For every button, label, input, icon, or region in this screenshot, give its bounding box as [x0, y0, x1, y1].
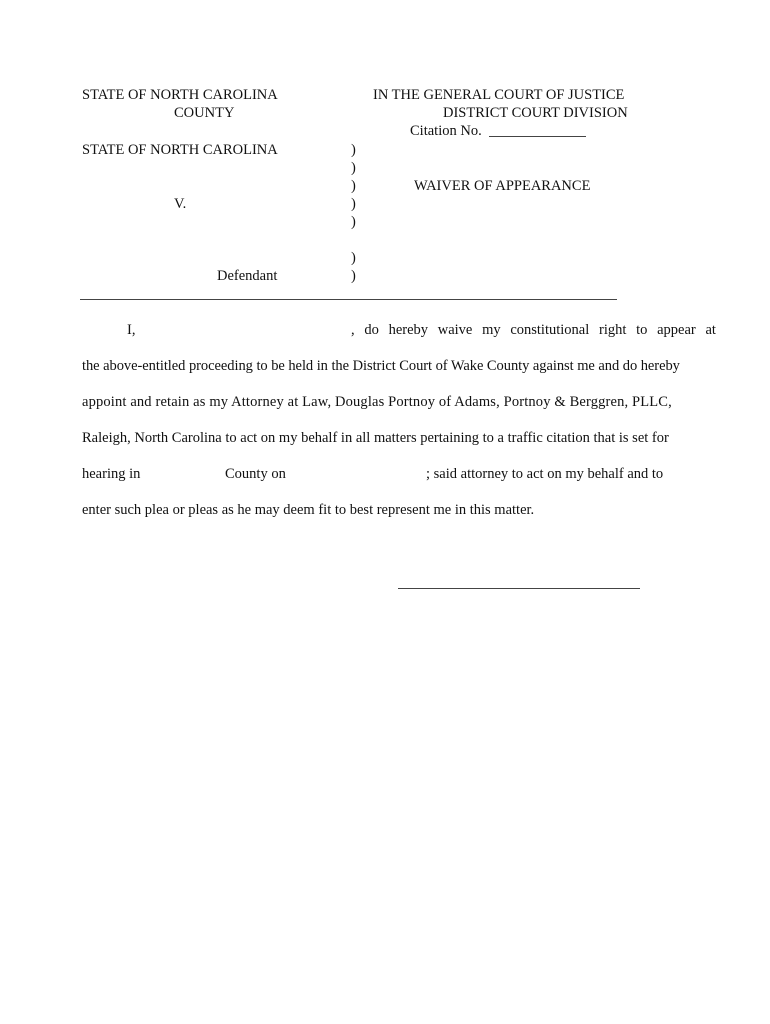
document-title: WAIVER OF APPEARANCE: [414, 178, 591, 194]
hearing-in-label: hearing in: [82, 466, 141, 482]
word: do: [364, 322, 379, 338]
caption-paren: ): [351, 160, 356, 176]
citation-number-field[interactable]: [489, 136, 586, 137]
county-label: COUNTY: [174, 105, 235, 121]
word: hereby: [388, 322, 429, 338]
body-line-6: enter such plea or pleas as he may deem fit to best represent me in this matter.: [82, 502, 535, 518]
caption-divider: [80, 299, 617, 300]
body-line-5-rest: ; said attorney to act on my behalf and to: [426, 466, 664, 482]
state-header: STATE OF NORTH CAROLINA: [82, 87, 278, 103]
citation-number-label: Citation No.: [410, 123, 482, 139]
body-line-1-start: I,: [127, 322, 136, 338]
word: waive: [437, 322, 473, 338]
word: appear: [657, 322, 696, 338]
word: constitutional: [510, 322, 590, 338]
word: ,: [351, 322, 355, 338]
word: my: [482, 322, 501, 338]
court-name: IN THE GENERAL COURT OF JUSTICE: [373, 87, 625, 103]
hearing-date-field[interactable]: [292, 465, 422, 483]
body-line-2: the above-entitled proceeding to be held in the District Court of Wake County against me and do hereby: [82, 358, 680, 374]
body-line-4: Raleigh, North Carolina to act on my behalf in all matters pertaining to a traffic citation that is set for: [82, 430, 669, 446]
caption-paren: ): [351, 214, 356, 230]
caption-paren: ): [351, 142, 356, 158]
body-line-3: appoint and retain as my Attorney at Law, Douglas Portnoy of Adams, Portnoy & Berggren, PLLC,: [82, 394, 672, 410]
versus-label: V.: [174, 196, 187, 212]
hearing-county-field[interactable]: [146, 465, 220, 483]
caption-paren: ): [351, 268, 356, 284]
name-field[interactable]: [142, 321, 346, 339]
caption-paren: ): [351, 178, 356, 194]
county-on-label: County on: [225, 466, 286, 482]
word: right: [598, 322, 627, 338]
word: to: [636, 322, 648, 338]
caption-paren: ): [351, 250, 356, 266]
body-line-1-rest: [351, 321, 716, 339]
court-division: DISTRICT COURT DIVISION: [443, 105, 628, 121]
signature-line[interactable]: [398, 588, 640, 589]
word: at: [705, 322, 716, 338]
plaintiff-name: STATE OF NORTH CAROLINA: [82, 142, 278, 158]
caption-paren: ): [351, 196, 356, 212]
defendant-label: Defendant: [217, 268, 278, 284]
